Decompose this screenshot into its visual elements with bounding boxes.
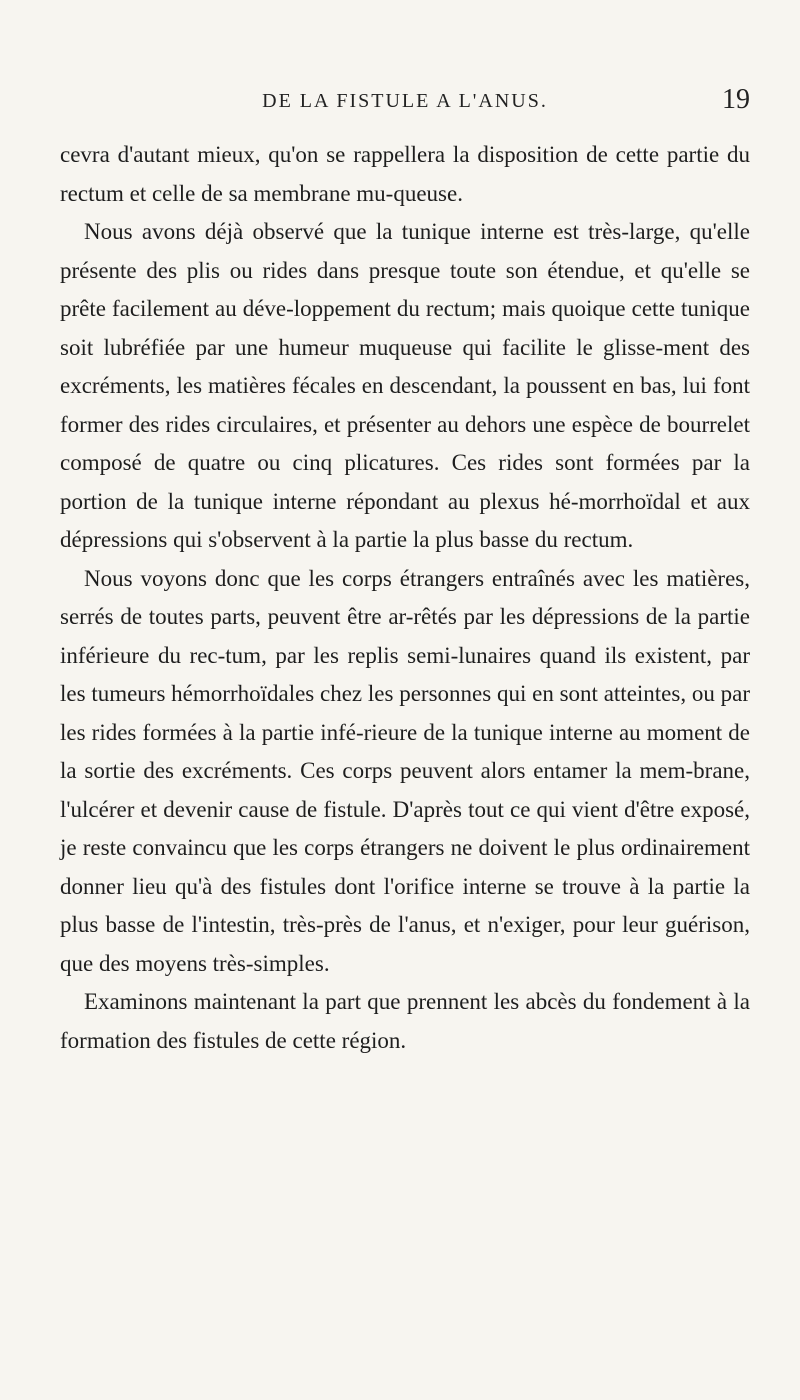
paragraph-tunique-interne: Nous avons déjà observé que la tunique interne est très-large, qu'elle présente des plis ou rides dans presque toute son étendue, et qu'elle se prête facilement au déve-loppement du rectum; mais quoique cette tunique soit lubréfiée par une humeur muqueuse qui facilite le glisse-ment des excréments, les matières fécales en descendant, la poussent en bas, lui font former des rides circulaires, et présenter au dehors une espèce de bourrelet composé de quatre ou cinq plicatures. Ces rides sont formées par la portion de la tunique interne répondant au plexus hé-morrhoïdal et aux dépressions qui s'observent à la partie la plus basse du rectum. [60, 219, 750, 552]
running-head: DE LA FISTULE A L'ANUS. [262, 90, 548, 112]
page-number: 19 [722, 84, 750, 115]
body-text [60, 136, 750, 1060]
page-header [60, 84, 750, 130]
paragraph-abces: Examinons maintenant la part que prennent les abcès du fondement à la formation des fistules de cette région. [60, 989, 750, 1053]
paragraph-corps-etrangers: Nous voyons donc que les corps étrangers entraînés avec les matières, serrés de toutes parts, peuvent être ar-rêtés par les dépressions de la partie inférieure du rec-tum, par les replis semi-lunaires quand ils existent, par les tumeurs hémorrhoïdales chez les personnes qui en sont atteintes, ou par les rides formées à la partie infé-rieure de la tunique interne au moment de la sortie des excréments. Ces corps peuvent alors entamer la mem-brane, l'ulcérer et devenir cause de fistule. D'après tout ce qui vient d'être exposé, je reste convaincu que les corps étrangers ne doivent le plus ordinairement donner lieu qu'à des fistules dont l'orifice interne se trouve à la partie la plus basse de l'intestin, très-près de l'anus, et n'exiger, pour leur guérison, que des moyens très-simples. [60, 565, 750, 976]
paragraph-continuation: cevra d'autant mieux, qu'on se rappellera la disposition de cette partie du rectum et celle de sa membrane mu-queuse. [60, 142, 750, 206]
